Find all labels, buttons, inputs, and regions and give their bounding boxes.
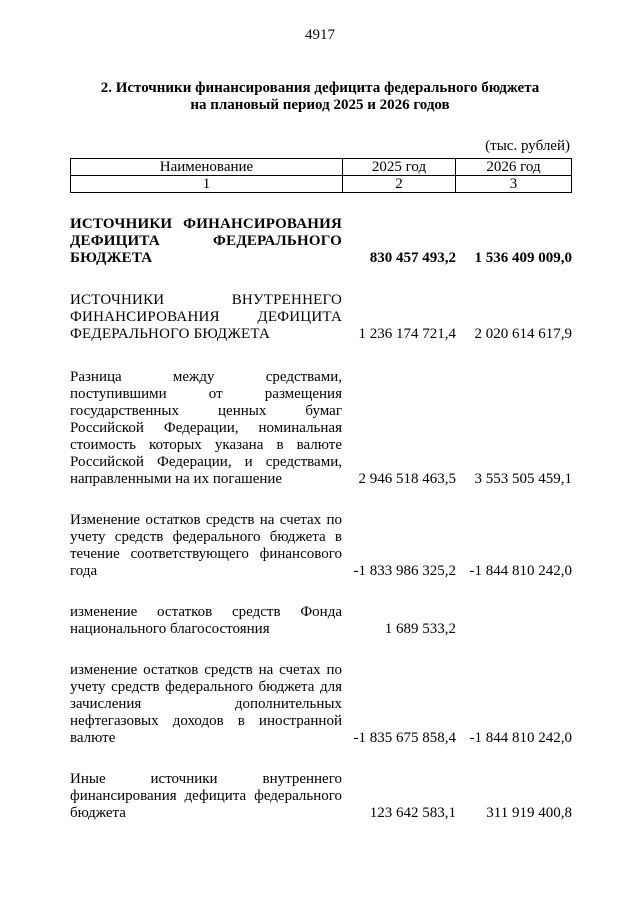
row-value-2025: 1 236 174 721,4 [358, 326, 456, 342]
row-value-2025: 2 946 518 463,5 [358, 471, 456, 487]
table-row [70, 512, 574, 580]
row-value-2025: 1 689 533,2 [384, 621, 456, 637]
row-value-2026: 3 553 505 459,1 [474, 471, 572, 487]
row-name: ИСТОЧНИКИ ФИНАНСИРОВАНИЯ ДЕФИЦИТА ФЕДЕРАЛЬНОГО БЮДЖЕТА [70, 216, 342, 266]
section-title [70, 80, 570, 114]
row-value-2025: 123 642 583,1 [369, 805, 456, 821]
row-value-2026: -1 844 810 242,0 [469, 563, 572, 579]
section-title-line1: 2. Источники финансирования дефицита федерального бюджета [100, 80, 540, 96]
table-row [70, 604, 574, 638]
row-value-2026: 311 919 400,8 [486, 805, 572, 821]
row-name: изменение остатков средств на счетах по учету средств федерального бюджета для зачисления дополнительных нефтегазовых доходов в иностранной валюте [70, 662, 342, 746]
units-label: (тыс. рублей) [485, 138, 570, 154]
header-2025: 2025 год [342, 159, 455, 176]
row-name: Разница между средствами, поступившими от размещения государственных ценных бумаг Российской Федерации, номинальная стоимость которых указана в валюте Российской Федерации, и средствами, направленными на их погашение [70, 369, 342, 487]
section-title-line2: на плановый период 2025 и 2026 годов [190, 97, 450, 113]
row-value-2026: 2 020 614 617,9 [474, 326, 572, 342]
row-value-2025: -1 833 986 325,2 [353, 563, 456, 579]
table-row [70, 369, 574, 488]
row-name: Изменение остатков средств на счетах по учету средств федерального бюджета в течение соответствующего финансового года [70, 512, 342, 579]
header-num-3: 3 [455, 176, 571, 193]
table-row [70, 292, 574, 343]
header-number-row [71, 176, 572, 193]
header-num-1: 1 [71, 176, 343, 193]
row-value-2026: 1 536 409 009,0 [474, 250, 572, 266]
table-header [70, 158, 572, 193]
header-num-2: 2 [342, 176, 455, 193]
table-row [70, 771, 574, 822]
header-row [71, 159, 572, 176]
row-value-2026: -1 844 810 242,0 [469, 730, 572, 746]
row-name: изменение остатков средств Фонда национального благосостояния [70, 604, 342, 637]
row-name: Иные источники внутреннего финансирования дефицита федерального бюджета [70, 771, 342, 821]
row-value-2025: -1 835 675 858,4 [353, 730, 456, 746]
header-2026: 2026 год [455, 159, 571, 176]
table-row [70, 662, 574, 747]
table-row [70, 216, 574, 267]
page-number: 4917 [305, 27, 335, 43]
row-value-2025: 830 457 493,2 [369, 250, 456, 266]
header-name: Наименование [71, 159, 343, 176]
row-name: ИСТОЧНИКИ ВНУТРЕННЕГО ФИНАНСИРОВАНИЯ ДЕФИЦИТА ФЕДЕРАЛЬНОГО БЮДЖЕТА [70, 292, 342, 342]
